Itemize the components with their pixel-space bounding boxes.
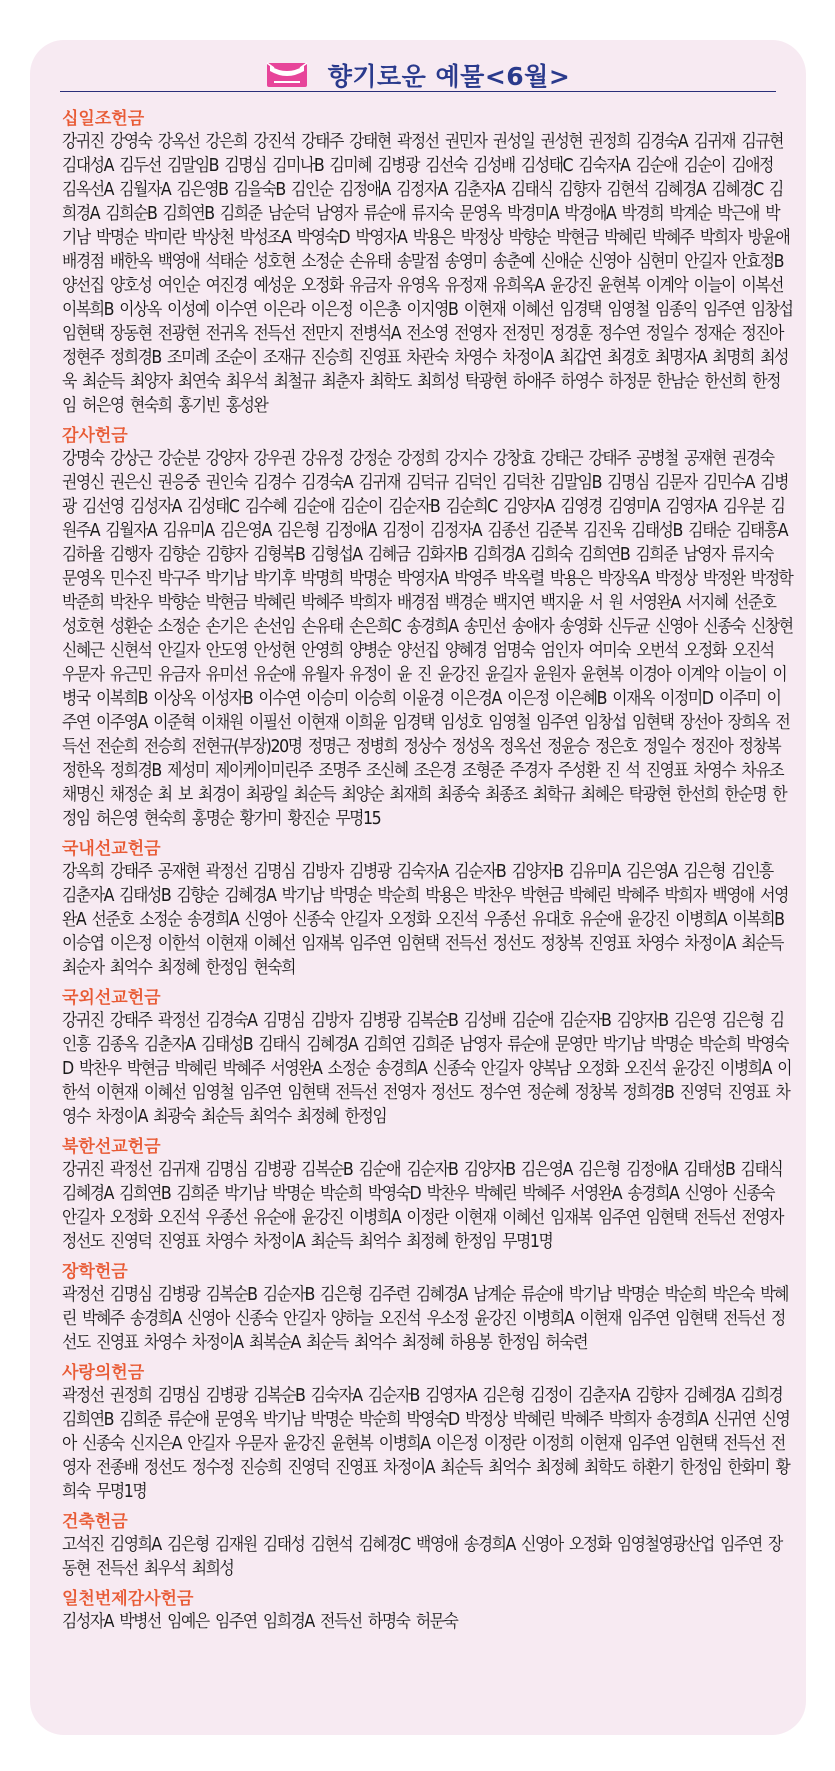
donor-names: 강명숙 강상근 강순분 강양자 강우권 강유정 강정순 강정희 강지수 강창효 강태근 강태주 공병철 공재현 권경숙 권영신 권은신 권응중 권인숙 김경수 김경숙A 김귀재 김덕규 김덕인 김덕찬 김말임B 김명심 김문자 김민수A 김병광 김선영 김성자A 김성태C 김수혜 김순애 김순이 김순자B 김순희C 김양자A 김영경 김영미A 김영자A 김우분 김원주A 김월자A 김유미A 김은영A 김은형 김정애A 김정이 김정자A 김종선 김준복 김진욱 김태성B 김태순 김태흥A 김하율 김행자 김향순 김향자 김형복B 김형섭A 김혜금 김화자B 김희경A 김희숙 김희연B 김희준 남영자 류지숙 문영옥 민수진 박구주 박기남 박기후 박명희 박명순 박영자A 박영주 박옥렬 박용은 박장옥A 박정상 박정완 박정학 박준희 박찬우 박향순 박현금 박혜린 박혜주 박희자 배경점 백경순 백지연 백지윤 서 원 서영완A 서지혜 선준호 성호현 성환순 소정순 손기은 손선임 손유태 손은희C 송경희A 송민선 송애자 송영화 신두균 신영아 신종숙 신창현 신혜근 신현석 안길자 안도영 안성현 안영희 양병순 양선집 양혜경 엄명숙 엄인자 여미숙 오번석 오정화 오진석 우문자 유근민 유금자 유미선 유순애 유월자 유정이 윤 진 윤강진 윤길자 윤원자 윤현복 이경아 이계악 이늘이 이병국 이복희B 이상옥 이성자B 이수연 이승미 이승희 이윤경 이은경A 이은정 이은혜B 이재옥 이정미D 이주미 이주연 이주영A 이준혁 이채원 이필선 이현재 이희윤 임경택 임성호 임영철 임주연 임창섭 임현택 장선아 장희옥 전득선 전순희 전승희 전현규(부장)20명 정명근 정병희 정상수 정성옥 정옥선 정윤승 정은호 정일수 정진아 정창복 정한옥 정희경B 제성미 제이케이미린주 조명주 조신혜 조은경 조형준 주경자 주성환 진 석 진영표 차영수 차유조 채명신 채정순 최 보 최경이 최광일 최순득 최양순 최재희 최종숙 최종조 최학규 최혜은 탁광현 한선희 한순명 한정임 허은영 현숙희 홍명순 황가미 황진순 무명15: [62, 449, 793, 829]
section-love: [62, 1362, 792, 1504]
donor-names: 곽정선 권정희 김명심 김병광 김복순B 김숙자A 김순자B 김영자A 김은형 김정이 김춘자A 김향자 김혜경A 김희경 김희연B 김희준 류순애 문영옥 박기남 박명순 박순희 박영숙D 박정상 박혜린 박혜주 박희자 송경희A 신귀연 신영아 신종숙 신지은A 안길자 우문자 윤강진 윤현복 이병희A 이은정 이정란 이정희 이현재 임주연 임현택 전득선 전영자 전종배 정선도 정수정 진승희 진영덕 진영표 차정이A 최순득 최억수 최정혜 최학도 하환기 한정임 한화미 황희숙 무명1명: [62, 1386, 790, 1502]
page-title: 향기로운 예물<6월>: [327, 62, 571, 91]
section-scholarship: [62, 1261, 792, 1355]
donor-names: 곽정선 김명심 김병광 김복순B 김순자B 김은형 김주련 김혜경A 남계순 류순애 박기남 박명순 박순희 박은숙 박혜린 박혜주 송경희A 신영아 신종숙 안길자 양하늘 오진석 우소정 윤강진 이병희A 이현재 임주연 임현택 전득선 정선도 진영표 차영수 차정이A 최복순A 최순득 최억수 최정혜 하용봉 한정임 허숙련: [62, 1285, 789, 1353]
donor-names: 강귀진 강영숙 강옥선 강은희 강진석 강태주 강태현 곽정선 권민자 권성일 권성현 권정희 김경숙A 김귀재 김규현 김대성A 김두선 김말임B 김명심 김미나B 김미혜 김병광 김선숙 김성배 김성태C 김숙자A 김순애 김순이 김애정 김옥선A 김월자A 김은영B 김을숙B 김인순 김정애A 김정자A 김춘자A 김태식 김향자 김현석 김혜경A 김혜경C 김희경A 김희순B 김희연B 김희준 남순덕 남영자 류순애 류지숙 문영옥 박경미A 박경애A 박경희 박계순 박근애 박기남 박명순 박미란 박상천 박성조A 박영숙D 박영자A 박용은 박정상 박향순 박현금 박혜린 박혜주 박희자 방윤애 배경점 배한옥 백영애 석태순 성호현 소정순 손유태 송말점 송영미 송춘예 신애순 신영아 심현미 안길자 안효정B 양선집 양호성 여인순 여진경 예성운 오정화 유금자 유영옥 유정재 유희옥A 윤강진 윤현복 이계악 이늘이 이복선 이복희B 이상옥 이성예 이수연 이은라 이은정 이은총 이지영B 이현재 이혜선 임경택 임영철 임종익 임주연 임창섭 임현택 장동현 전광현 전귀옥 전득선 전만지 전병석A 전소영 전영자 전정민 정경훈 정수연 정일수 정재순 정진아 정현주 정희경B 조미례 조순이 조재규 진승희 진영표 차관숙 차영수 차정이A 최갑연 최경호 최명자A 최명희 최성욱 최순득 최양자 최연숙 최우석 최철규 최춘자 최학도 최희성 탁광현 하애주 하영수 하정문 한남순 한선희 한정임 허은영 현숙희 홍기빈 홍성완: [62, 132, 793, 416]
section-title: 북한선교헌금: [62, 1137, 161, 1157]
title-row: [30, 50, 806, 100]
section-overseas-mission: [62, 987, 792, 1129]
section-title: 사랑의헌금: [62, 1363, 145, 1383]
section-title: 국내선교헌금: [62, 839, 161, 859]
section-tithe: [62, 108, 792, 418]
section-title: 국외선교헌금: [62, 988, 161, 1008]
donor-names: 강귀진 강태주 곽정선 김경숙A 김명심 김방자 김병광 김복순B 김성배 김순애 김순자B 김양자B 김은영 김은형 김인흥 김종옥 김춘자A 김태성B 김태식 김혜경A 김희연 김희준 남영자 류순애 문영만 박기남 박명순 박순희 박영숙D 박찬우 박현금 박혜린 박혜주 서영완A 소정순 송경희A 신종숙 안길자 양복남 오정화 오진석 윤강진 이병희A 이한석 이현재 이혜선 임영철 임주연 임현택 전득선 전영자 정선도 정수연 정순혜 정창복 정희경B 진영덕 진영표 차영수 차정이A 최광숙 최순득 최억수 최정혜 한정임: [62, 1011, 792, 1127]
section-title: 장학헌금: [62, 1262, 128, 1282]
sections-container: [62, 108, 792, 1641]
section-title: 일천번제감사헌금: [62, 1589, 194, 1609]
envelope-gift-icon: [266, 62, 308, 88]
donor-names: 고석진 김영희A 김은형 김재원 김태성 김현석 김혜경C 백영애 송경희A 신영아 오정화 임영철영광산업 임주연 장동현 전득선 최우석 최희성: [62, 1535, 782, 1579]
offering-card: [30, 40, 806, 1735]
section-building: [62, 1511, 792, 1581]
section-title: 건축헌금: [62, 1512, 128, 1532]
donor-names: 강귀진 곽정선 김귀재 김명심 김병광 김복순B 김순애 김순자B 김양자B 김은영A 김은형 김정애A 김태성B 김태식 김혜경A 김희연B 김희준 박기남 박명순 박순희 박영숙D 박찬우 박혜린 박혜주 서영완A 송경희A 신영아 신종숙 안길자 오정화 오진석 우종선 유순애 윤강진 이병희A 이정란 이현재 이혜선 임재복 임주연 임현택 전득선 전영자 정선도 진영덕 진영표 차영수 차정이A 최순득 최억수 최정혜 한정임 무명1명: [62, 1160, 784, 1252]
section-domestic-mission: [62, 838, 792, 980]
section-thousand-offering: [62, 1588, 792, 1634]
section-north-korea-mission: [62, 1136, 792, 1254]
section-title: 감사헌금: [62, 426, 128, 446]
section-thanksgiving: [62, 425, 792, 831]
title-divider: [60, 91, 776, 92]
donor-names: 강옥희 강태주 공재현 곽정선 김명심 김방자 김병광 김숙자A 김순자B 김양자B 김유미A 김은영A 김은형 김인흥 김춘자A 김태성B 김향순 김혜경A 박기남 박명순 박순희 박용은 박찬우 박현금 박혜린 박혜주 박희자 백영애 서영완A 선준호 소정순 송경희A 신영아 신종숙 안길자 오정화 오진석 우종선 유대호 유순애 윤강진 이병희A 이복희B 이승엽 이은정 이한석 이현재 이혜선 임재복 임주연 임현택 전득선 정선도 정창복 진영표 차영수 차정이A 최순득 최순자 최억수 최정혜 한정임 현숙희: [62, 862, 788, 978]
section-title: 십일조헌금: [62, 109, 145, 129]
donor-names: 김성자A 박병선 임예은 임주연 임희경A 전득선 하명숙 허문숙: [62, 1612, 458, 1632]
